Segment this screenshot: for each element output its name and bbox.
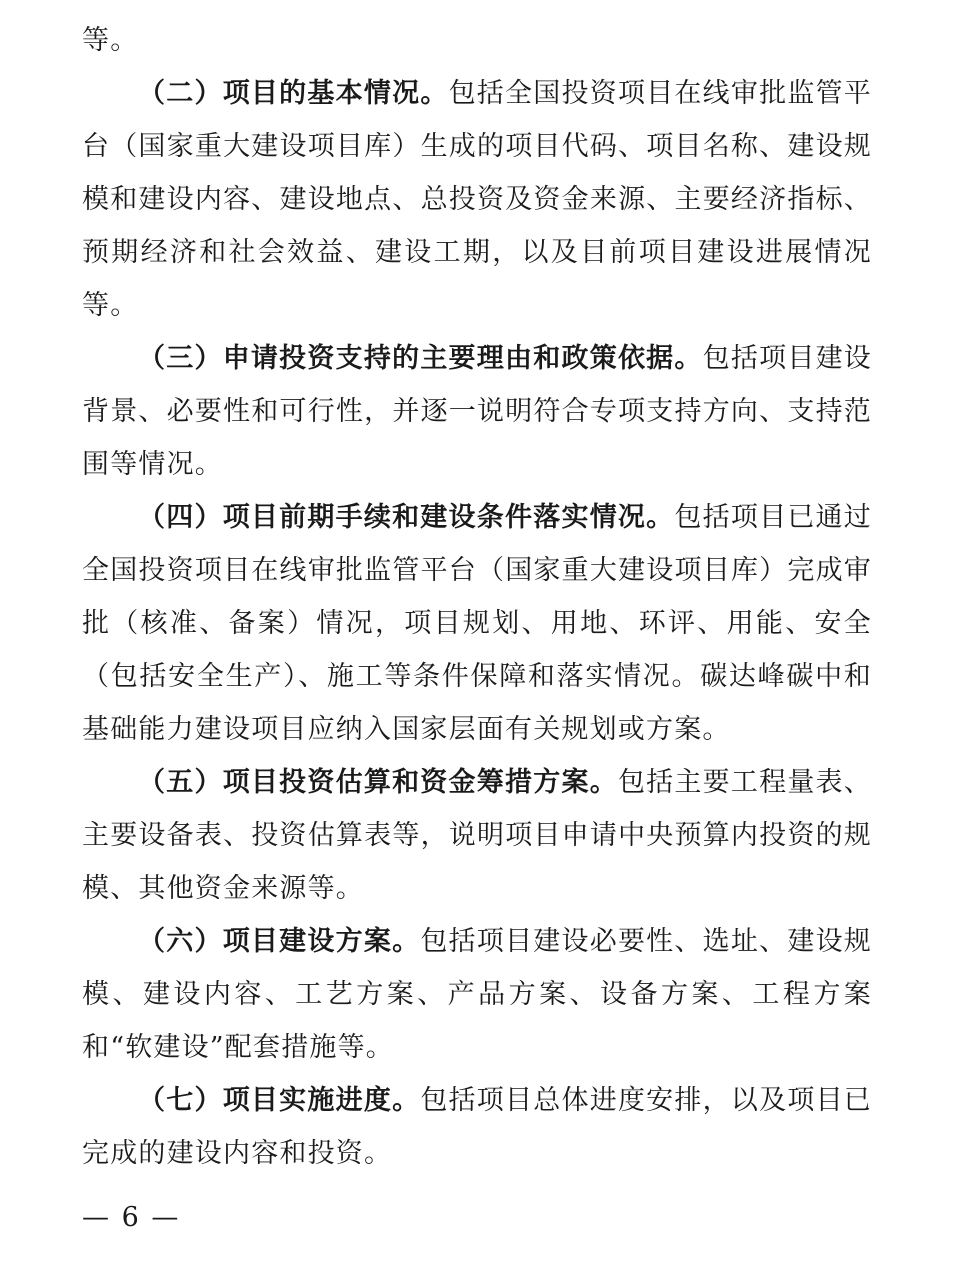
section-7 <box>82 1074 872 1180</box>
section-3 <box>82 332 872 491</box>
section-5-body: 包括主要工程量表、主要设备表、投资估算表等，说明项目申请中央预算内投资的规模、其他资金来源等。 <box>82 767 872 904</box>
section-7-body: 包括项目总体进度安排，以及项目已完成的建设内容和投资。 <box>82 1085 873 1169</box>
section-2-heading: （二）项目的基本情况。 <box>138 78 449 109</box>
page-number: — 6 — <box>82 1202 181 1233</box>
section-3-body: 包括项目建设背景、必要性和可行性，并逐一说明符合专项支持方向、支持范围等情况。 <box>82 343 872 480</box>
continuation-text: 等。 <box>82 25 139 56</box>
section-6-body: 包括项目建设必要性、选址、建设规模、建设内容、工艺方案、产品方案、设备方案、工程方案和“软建设”配套措施等。 <box>82 926 873 1063</box>
section-7-heading: （七）项目实施进度。 <box>138 1085 421 1116</box>
section-2-body: 包括全国投资项目在线审批监管平台（国家重大建设项目库）生成的项目代码、项目名称、建设规模和建设内容、建设地点、总投资及资金来源、主要经济指标、预期经济和社会效益、建设工期，以及目前项目建设进展情况等。 <box>82 78 873 321</box>
section-4 <box>82 491 872 756</box>
section-6 <box>82 915 872 1074</box>
section-4-body: 包括项目已通过全国投资项目在线审批监管平台（国家重大建设项目库）完成审批（核准、备案）情况，项目规划、用地、环评、用能、安全（包括安全生产）、施工等条件保障和落实情况。碳达峰碳中和基础能力建设项目应纳入国家层面有关规划或方案。 <box>82 502 872 745</box>
document-page <box>82 14 872 1180</box>
section-5 <box>82 756 872 915</box>
section-4-heading: （四）项目前期手续和建设条件落实情况。 <box>138 502 675 533</box>
section-5-heading: （五）项目投资估算和资金筹措方案。 <box>138 767 618 798</box>
section-3-heading: （三）申请投资支持的主要理由和政策依据。 <box>138 343 703 374</box>
section-2 <box>82 67 872 332</box>
section-6-heading: （六）项目建设方案。 <box>138 926 421 957</box>
